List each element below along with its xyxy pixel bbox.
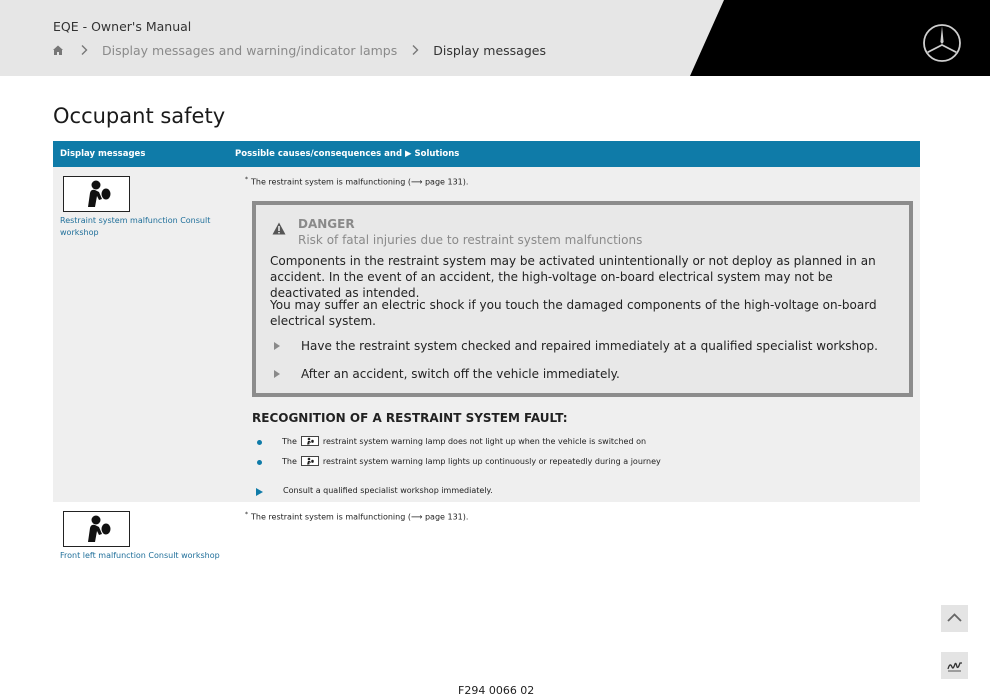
- signature-icon: [941, 652, 968, 679]
- breadcrumb: [52, 42, 546, 58]
- chevron-right-icon: [411, 44, 419, 56]
- cause-text-content[interactable]: The restraint system is malfunctioning (⟶ page 131).: [251, 177, 469, 187]
- display-message-link[interactable]: Front left malfunction Consult workshop: [60, 551, 220, 560]
- danger-paragraph: You may suffer an electric shock if you touch the damaged components of the high-voltage on-board electrical system.: [270, 298, 877, 328]
- solution-text: Consult a qualified specialist workshop immediately.: [283, 486, 493, 495]
- cause-text: * The restraint system is malfunctioning (⟶ page 131).: [245, 511, 469, 522]
- cause-text-content[interactable]: The restraint system is malfunctioning (⟶ page 131).: [251, 512, 469, 522]
- mercedes-star-icon[interactable]: [922, 23, 962, 63]
- list-item: [257, 456, 661, 466]
- page-title: Occupant safety: [53, 104, 226, 128]
- step-arrow-icon: [274, 370, 280, 378]
- airbag-icon: [63, 511, 130, 547]
- column-header-causes-solutions: Possible causes/consequences and ▶ Solutions: [235, 149, 460, 159]
- home-icon[interactable]: [52, 44, 64, 56]
- column-header-display-messages: Display messages: [60, 149, 146, 159]
- display-message-link[interactable]: Restraint system malfunction Consult workshop: [60, 216, 211, 237]
- bullet-pre: The: [282, 436, 297, 446]
- signature-button[interactable]: [941, 652, 968, 679]
- table-header: [53, 141, 920, 167]
- cause-text: * The restraint system is malfunctioning (⟶ page 131).: [245, 176, 469, 187]
- solution-item: [256, 485, 493, 496]
- airbag-icon: [63, 176, 130, 212]
- list-item: [257, 436, 646, 446]
- warning-triangle-icon: [272, 222, 286, 235]
- airbag-warning-lamp-icon: [301, 436, 319, 446]
- manual-title: EQE - Owner's Manual: [53, 19, 192, 34]
- scroll-to-top-button[interactable]: [941, 605, 968, 632]
- recognition-heading: RECOGNITION OF A RESTRAINT SYSTEM FAULT:: [252, 411, 568, 425]
- danger-box: [252, 201, 913, 397]
- bullet-icon: [257, 460, 262, 465]
- bullet-icon: [257, 440, 262, 445]
- breadcrumb-current: Display messages: [433, 42, 546, 58]
- danger-heading: DANGER: [298, 217, 355, 231]
- figure-code: F294 0066 02: [458, 684, 535, 697]
- breadcrumb-link-display-messages-and-lamps[interactable]: Display messages and warning/indicator lamps: [102, 42, 398, 58]
- danger-step-text: After an accident, switch off the vehicle immediately.: [301, 367, 620, 381]
- danger-paragraph: Components in the restraint system may be activated unintentionally or not deploy as planned in an accident. In the event of an accident, the high-voltage on-board electrical system may not be deactivated as intended.: [270, 254, 876, 300]
- chevron-right-icon: [80, 44, 88, 56]
- bullet-post: restraint system warning lamp does not light up when the vehicle is switched on: [322, 436, 647, 446]
- bullet-pre: The: [282, 456, 297, 466]
- danger-subheading: Risk of fatal injuries due to restraint system malfunctions: [298, 233, 643, 247]
- chevron-up-icon: [941, 605, 968, 632]
- solution-arrow-icon: [256, 488, 263, 496]
- airbag-warning-lamp-icon: [301, 456, 319, 466]
- step-arrow-icon: [274, 342, 280, 350]
- danger-step: [274, 367, 620, 381]
- danger-step-text: Have the restraint system checked and repaired immediately at a qualified specialist workshop.: [301, 339, 878, 353]
- bullet-post: restraint system warning lamp lights up continuously or repeatedly during a journey: [322, 456, 661, 466]
- danger-step: [274, 339, 878, 353]
